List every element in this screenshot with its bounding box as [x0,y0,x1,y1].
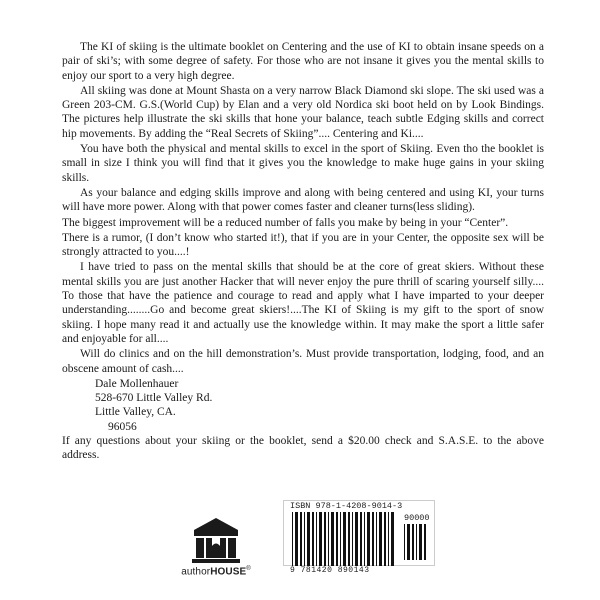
barcode-bar [307,512,310,566]
barcode-bar [300,512,302,566]
price-code: 90000 [404,513,430,523]
publisher-name [156,566,276,577]
publisher-logo-icon [186,516,246,566]
barcode-bar [419,524,422,560]
barcode-bar [295,512,298,566]
barcode-bar [404,524,405,560]
paragraph-1: The KI of skiing is the ultimate booklet on Centering and the use of KI to obtain insane speeds on a pair of ski’s; with some degree of safety. For those who are not insane it gives you the mental skills to enjoy our sport to a very high degree. [62,41,544,82]
barcode-bar [407,524,410,560]
barcode-bar [343,512,346,566]
barcode-bar [331,512,334,566]
barcode-bar [416,524,417,560]
barcode-bar [364,512,365,566]
address-zip: 96056 [108,420,137,433]
barcode-bar [319,512,322,566]
paragraph-2: All skiing was done at Mount Shasta on a very narrow Black Diamond ski slope. The ski used was a Green 203-CM. G.S.(World Cup) by Elan and a very old Nordica ski boot held on by Look Bindings. The pictures help illustrate the ski skills that hone your balance, teach subtle Edging skills and correct hip movements. By adding the “Real Secrets of Skiing”.... Centering and Ki.... [62,84,544,140]
barcode-bar [379,512,382,566]
barcode-bar [324,512,326,566]
address-city: Little Valley, CA. [95,406,176,419]
barcode-bar [312,512,314,566]
barcode-bar [316,512,317,566]
barcode-bar [391,512,394,566]
publisher-name-regular: author [181,566,211,578]
barcode-bar [367,512,370,566]
paragraph-3: You have both the physical and mental skills to excel in the sport of Skiing. Even tho the booklet is small in size I think you will find that it gives you the knowledge to make huge gains in your skiing skills. [62,143,544,184]
paragraph-8: Will do clinics and on the hill demonstration’s. Must provide transportation, lodging, food, and an obscene amount of cash.... [62,348,544,375]
barcode-bar [348,512,350,566]
barcode-bar [388,512,389,566]
barcode-bar [328,512,329,566]
mailing-address [80,377,544,434]
paragraph-4: As your balance and edging skills improve and along with being centered and using KI, your turns will have more power. Along with that power comes faster and cleaner turns(less sliding). [62,186,544,214]
barcode-bar [360,512,362,566]
barcode-bar [412,524,414,560]
barcode-bar [376,512,377,566]
address-street: 528-670 Little Valley Rd. [95,392,213,405]
back-cover-text [62,40,544,464]
barcode-bar [336,512,338,566]
isbn-barcode [292,512,398,566]
isbn-label: ISBN 978-1-4208-9014-3 [290,501,403,511]
barcode-bar [340,512,341,566]
barcode-digits: 9 781420 890143 [290,566,370,575]
paragraph-7: I have tried to pass on the mental skills that should be at the core of great skiers. Without these mental skills you are just another Hacker that will never enjoy the pure thrill of scaring yourself silly.... To those that have the patience and courage to read and apply what I have imparted to your deeper understanding........Go and become great skiers!....The KI of Skiing is my gift to the sport of snow skiing. I hope many read it and actually use the knowledge within. It may make the sport a little safer and enjoyable for all.... [62,261,544,345]
barcode-bar [384,512,386,566]
barcode-bar [304,512,305,566]
closing-paragraph: If any questions about your skiing or the booklet, send a $20.00 check and S.A.S.E. to the above address. [62,435,544,462]
publisher-name-bold: HOUSE [210,566,247,578]
paragraph-5: The biggest improvement will be a reduced number of falls you make by being in your “Center”. [62,216,509,229]
barcode-bar [372,512,374,566]
barcode-bar [424,524,426,560]
address-name: Dale Mollenhauer [95,377,179,390]
paragraph-6: There is a rumor, (I don’t know who started it!), that if you are in your Center, the opposite sex will be strongly attracted to you....! [62,231,544,259]
price-barcode [404,524,430,560]
registered-mark: ® [246,566,251,572]
barcode-bar [355,512,358,566]
barcode-bar [292,512,293,566]
barcode-bar [352,512,353,566]
